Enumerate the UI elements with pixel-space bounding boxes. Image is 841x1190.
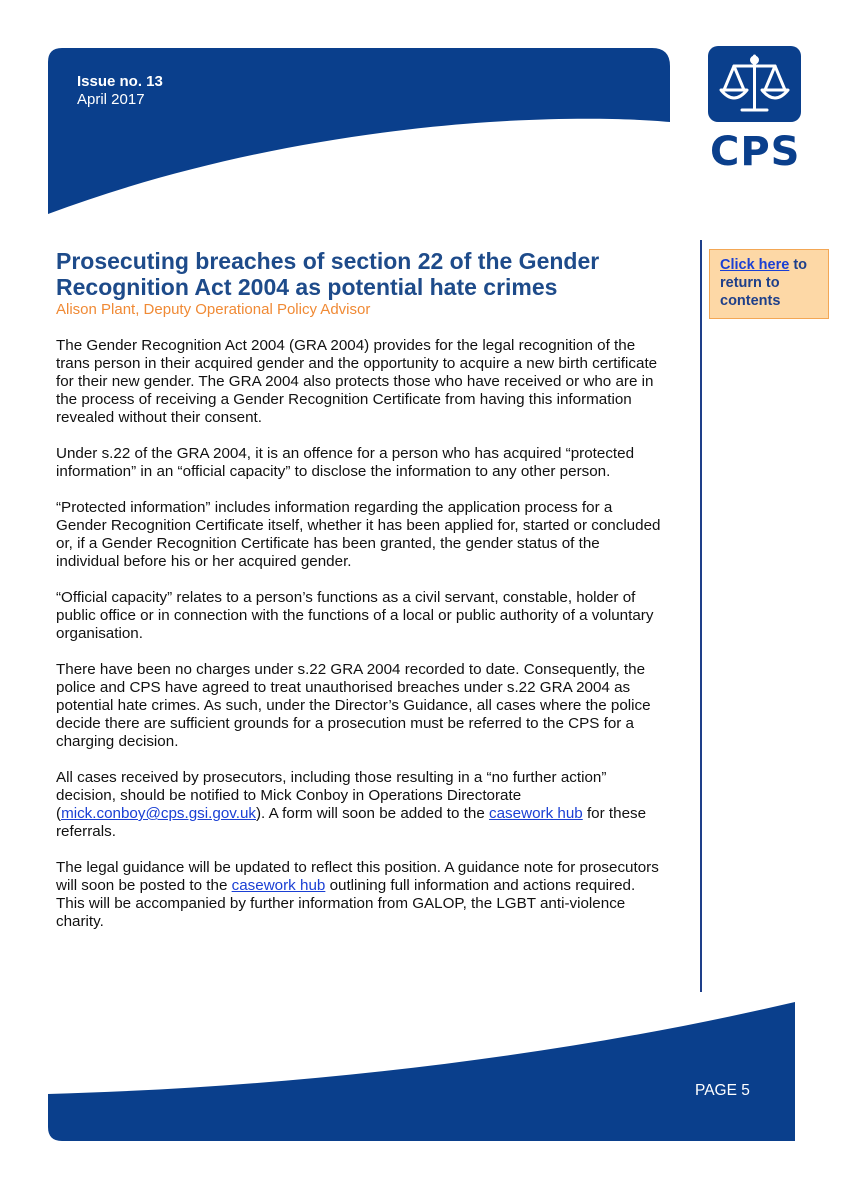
email-link[interactable]: mick.conboy@cps.gsi.gov.uk bbox=[61, 805, 256, 822]
paragraph-text: All cases received by prosecutors, including those resulting in a “no further action” decision, should be notified to Mick Conboy in Operations Directorate ( bbox=[56, 769, 607, 822]
paragraph: “Official capacity” relates to a person’s functions as a civil servant, constable, holder of public office or in connection with the functions of a local or public authority of a voluntary organisation. bbox=[56, 589, 654, 642]
page-number: PAGE 5 bbox=[695, 1082, 750, 1099]
casework-hub-link[interactable]: casework hub bbox=[489, 805, 583, 822]
casework-hub-link[interactable]: casework hub bbox=[231, 877, 326, 894]
paragraph-text: outlining full information and actions required. This will be accompanied by further information from GALOP, the LGBT anti-violence charity. bbox=[56, 877, 636, 930]
cps-logo bbox=[708, 46, 801, 176]
paragraph-notification bbox=[56, 769, 666, 841]
return-to-contents-box bbox=[709, 249, 829, 319]
return-to-contents-link[interactable]: Click here bbox=[720, 257, 790, 273]
footer-banner bbox=[0, 995, 841, 1145]
paragraph: There have been no charges under s.22 GRA 2004 recorded to date. Consequently, the police and CPS have agreed to treat unauthorised breaches under s.22 GRA 2004 as potential hate crimes. As such, under the Director’s Guidance, all cases where the police decide there are sufficient grounds for a prosecution must be referred to the CPS for a charging decision. bbox=[56, 661, 651, 750]
logo-wordmark: CPS bbox=[710, 129, 801, 175]
paragraph-text: The legal guidance will be updated to reflect this position. A guidance note for prosecutors will soon be posted to the bbox=[56, 859, 659, 894]
issue-date: April 2017 bbox=[77, 91, 145, 108]
issue-number: Issue no. 13 bbox=[77, 73, 163, 90]
article-author: Alison Plant, Deputy Operational Policy Advisor bbox=[56, 301, 371, 318]
paragraph-text: for these referrals. bbox=[56, 805, 647, 840]
paragraph-guidance bbox=[56, 859, 666, 931]
article-title: Prosecuting breaches of section 22 of the Gender Recognition Act 2004 as potential hate crimes bbox=[56, 248, 600, 300]
paragraph: The Gender Recognition Act 2004 (GRA 2004) provides for the legal recognition of the trans person in their acquired gender and the opportunity to acquire a new birth certificate for their new gender. The GRA 2004 also protects those who have received or who are in the process of receiving a Gender Recognition Certificate from having this information revealed without their consent. bbox=[56, 337, 658, 426]
article-body bbox=[56, 337, 666, 949]
issue-info bbox=[77, 73, 163, 109]
paragraph: “Protected information” includes information regarding the application process for a Gender Recognition Certificate itself, whether it has been applied for, started or concluded or, if a Gender Recognition Certificate has been granted, the gender status of the individual before his or her acquired gender. bbox=[56, 499, 661, 570]
sidebar-divider bbox=[700, 240, 702, 992]
return-box-text: to return to contents bbox=[720, 257, 808, 309]
paragraph: Under s.22 of the GRA 2004, it is an offence for a person who has acquired “protected information” in an “official capacity” to disclose the information to any other person. bbox=[56, 445, 635, 480]
paragraph-text: ). A form will soon be added to the bbox=[256, 805, 490, 822]
scales-of-justice-icon bbox=[708, 46, 801, 122]
